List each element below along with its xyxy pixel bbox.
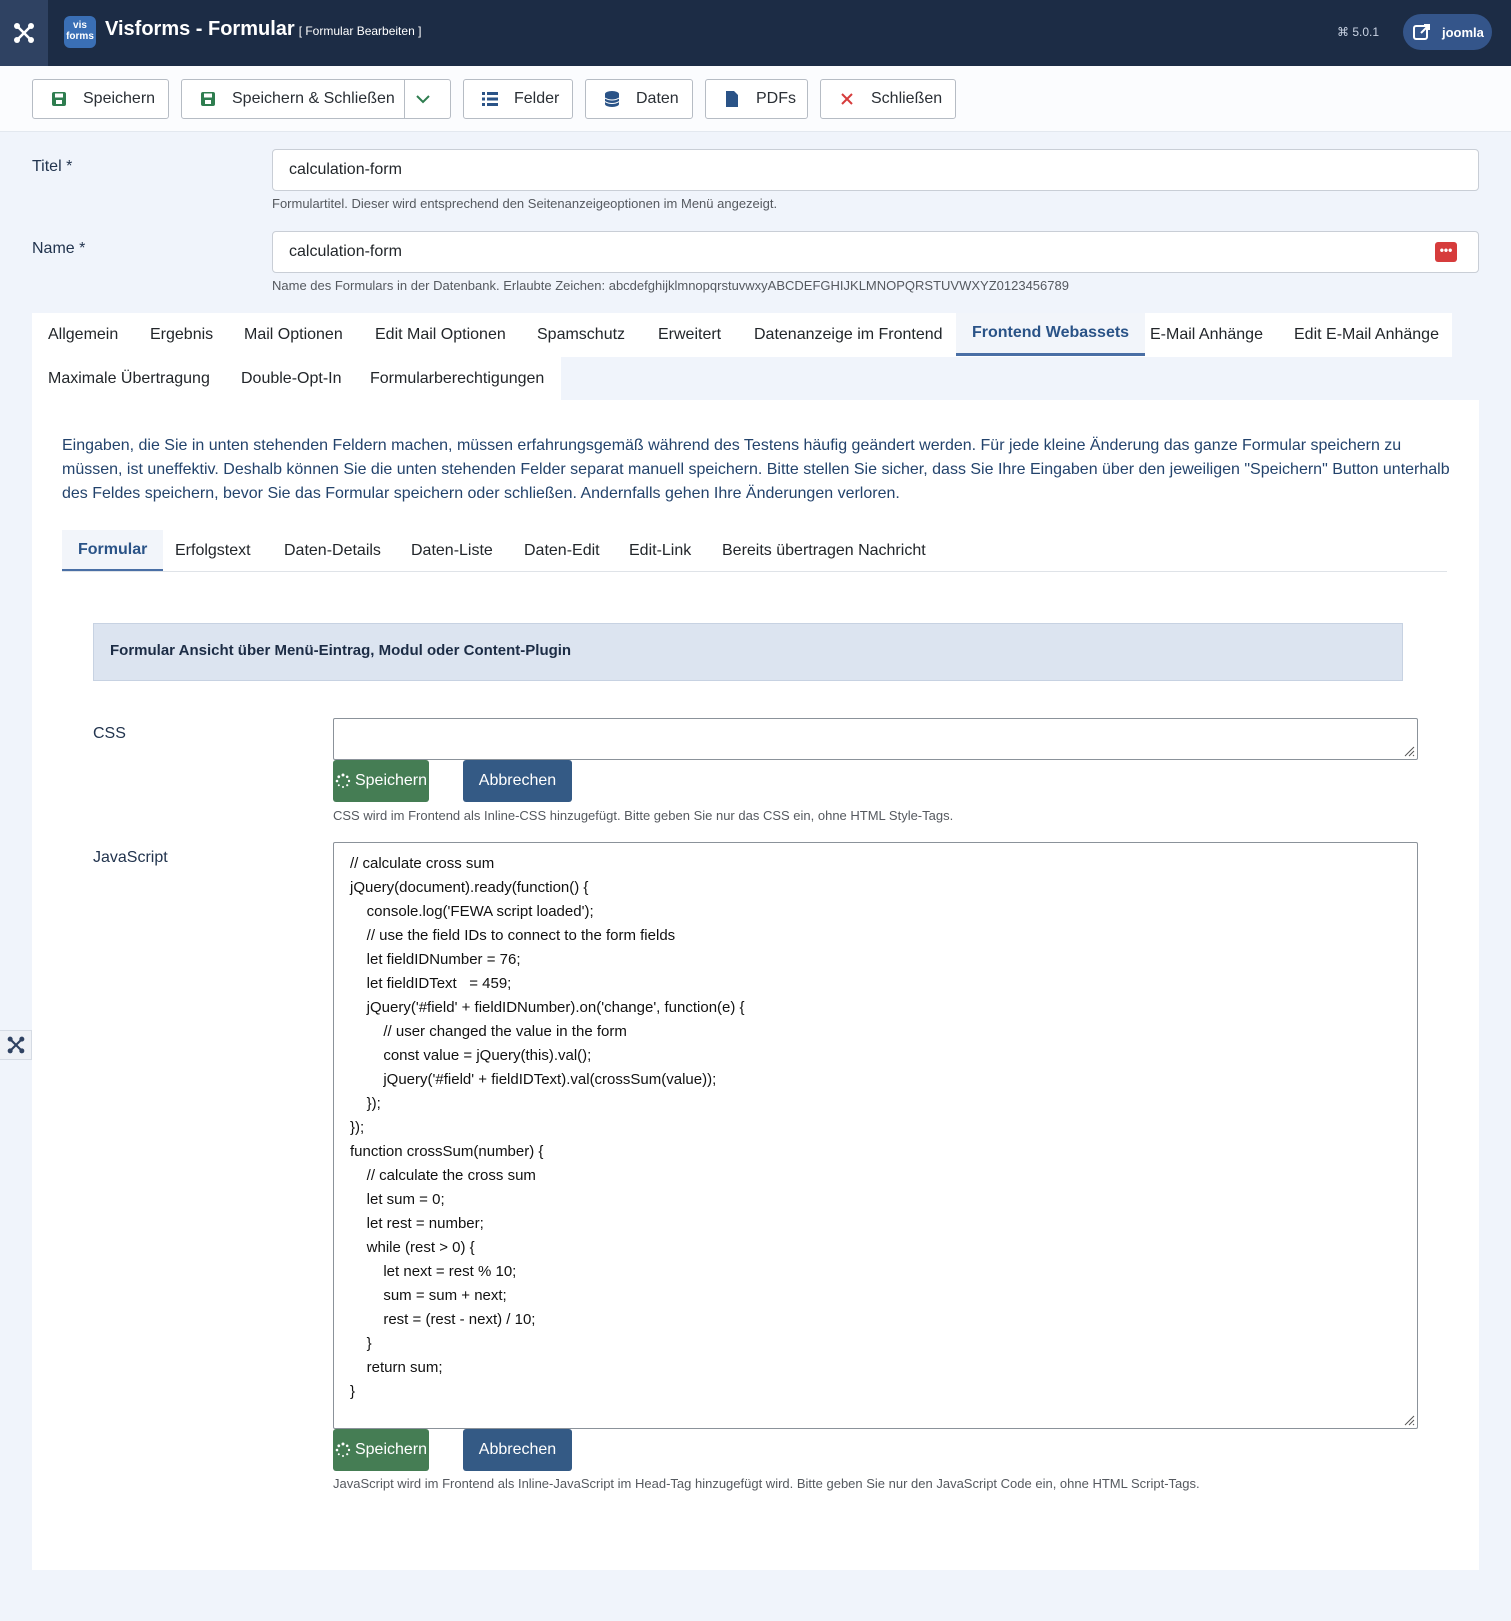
js-cancel-button[interactable]: Abbrechen bbox=[463, 1429, 572, 1471]
css-save-label: Speichern bbox=[354, 772, 428, 789]
css-textarea[interactable] bbox=[333, 718, 1418, 760]
tab-ergebnis[interactable]: Ergebnis bbox=[150, 325, 214, 343]
visforms-logo: vis forms bbox=[64, 16, 96, 48]
version-label: ⌘ 5.0.1 bbox=[1337, 25, 1380, 39]
toolbar bbox=[0, 66, 1511, 132]
js-save-button[interactable] bbox=[333, 1429, 429, 1471]
subtab-formular[interactable]: Formular bbox=[62, 530, 163, 572]
page-title: Visforms - Formular [ Formular Bearbeiten ] bbox=[105, 18, 422, 40]
file-icon bbox=[724, 91, 740, 107]
chevron-down-icon bbox=[415, 91, 431, 107]
name-label: Name * bbox=[32, 240, 86, 257]
js-label: JavaScript bbox=[93, 849, 168, 866]
name-edit-button[interactable]: ••• bbox=[1435, 242, 1457, 262]
css-hint: CSS wird im Frontend als Inline-CSS hinzugefügt. Bitte geben Sie nur das CSS ein, ohne HTML Style-Tags. bbox=[333, 808, 954, 823]
side-joomla-tab[interactable] bbox=[0, 1030, 32, 1060]
tab-formularberechtigungen[interactable]: Formularberechtigungen bbox=[370, 369, 545, 387]
close-icon bbox=[839, 91, 855, 107]
pdfs-label: PDFs bbox=[756, 90, 796, 107]
name-hint: Name des Formulars in der Datenbank. Erlaubte Zeichen: abcdefghijklmnopqrstuvwxyABCDEFGHIJKLMNOPQRSTUVWXYZ0123456789 bbox=[272, 278, 1069, 293]
database-icon bbox=[604, 91, 620, 107]
close-button[interactable] bbox=[820, 79, 956, 119]
js-save-label: Speichern bbox=[354, 1441, 428, 1458]
fields-button[interactable] bbox=[463, 79, 573, 119]
save-close-button[interactable] bbox=[181, 79, 451, 119]
data-label: Daten bbox=[636, 90, 679, 107]
subtab-divider bbox=[62, 571, 1447, 572]
css-save-button[interactable] bbox=[333, 760, 429, 802]
joomla-menu-toggle[interactable] bbox=[0, 0, 48, 66]
tab-datenanzeige[interactable]: Datenanzeige im Frontend bbox=[754, 325, 943, 343]
subtab-daten-details[interactable]: Daten-Details bbox=[284, 542, 381, 559]
subtab-daten-liste[interactable]: Daten-Liste bbox=[411, 542, 493, 559]
tab-spamschutz[interactable]: Spamschutz bbox=[537, 325, 626, 343]
save-icon bbox=[200, 91, 216, 107]
header-bar bbox=[0, 0, 1511, 66]
page-subtitle: [ Formular Bearbeiten ] bbox=[298, 24, 422, 38]
title-hint: Formulartitel. Dieser wird entsprechend den Seitenanzeigeoptionen im Menü angezeigt. bbox=[272, 196, 778, 211]
fields-label: Felder bbox=[514, 90, 560, 107]
tab-allgemein[interactable]: Allgemein bbox=[48, 325, 119, 343]
joomla-icon bbox=[12, 21, 36, 45]
section-heading: Formular Ansicht über Menü-Eintrag, Modul oder Content-Plugin bbox=[93, 623, 1403, 681]
resize-grip-icon[interactable] bbox=[1403, 745, 1415, 757]
intro-text: Eingaben, die Sie in unten stehenden Feldern machen, müssen erfahrungsgemäß während des Testens häufig geändert werden. Für jede kleine Änderung das ganze Formular speichern zu müssen, ist uneffektiv. Deshalb können Sie die unten stehenden Felder separat manuell speichern. Bitte stellen Sie sicher, dass Sie Ihre Eingaben über den jeweiligen "Speichern" Button unterhalb des Feldes speichern, bevor Sie das Formular speichern oder schließen. Andernfalls gehen Ihre Änderungen verloren. bbox=[62, 437, 1450, 502]
tab-erweitert[interactable]: Erweitert bbox=[658, 325, 722, 343]
subtab-bereits-uebertragen[interactable]: Bereits übertragen Nachricht bbox=[722, 542, 926, 559]
tab-edit-email-anhaenge[interactable]: Edit E-Mail Anhänge bbox=[1294, 325, 1439, 343]
tab-double-opt-in[interactable]: Double-Opt-In bbox=[241, 369, 342, 387]
list-icon bbox=[482, 91, 498, 107]
js-code: // calculate cross sum jQuery(document).ready(function() { console.log('FEWA script loaded'); // use the field IDs to connect to the form fields let fieldIDNumber = 76; let fieldIDText = 459; jQuery('#field' + fieldIDNumber).on('change', function(e) { // user changed the value in the form const value = jQuery(this).val(); jQuery('#field' + fieldIDText).val(crossSum(value)); }); }); function crossSum(number) { // calculate the cross sum let sum = 0; let rest = number; while (rest > 0) { let next = rest % 10; sum = sum + next; rest = (rest - next) / 10; } return sum; } bbox=[350, 855, 745, 1400]
title-input[interactable]: calculation-form bbox=[272, 149, 1479, 191]
save-icon bbox=[51, 91, 67, 107]
save-button[interactable] bbox=[32, 79, 169, 119]
spinner-icon bbox=[335, 773, 351, 789]
name-input[interactable]: calculation-form bbox=[272, 231, 1479, 273]
save-button-label: Speichern bbox=[83, 90, 156, 107]
data-button[interactable] bbox=[585, 79, 693, 119]
pdfs-button[interactable] bbox=[705, 79, 808, 119]
subtab-erfolgstext[interactable]: Erfolgstext bbox=[175, 542, 251, 559]
subtab-edit-link[interactable]: Edit-Link bbox=[629, 542, 692, 559]
js-hint: JavaScript wird im Frontend als Inline-JavaScript im Head-Tag hinzugefügt wird. Bitte geben Sie nur den JavaScript Code ein, ohne HTML Script-Tags. bbox=[333, 1476, 1200, 1491]
tab-mail-optionen[interactable]: Mail Optionen bbox=[244, 325, 343, 343]
close-label: Schließen bbox=[871, 90, 943, 107]
resize-grip-icon[interactable] bbox=[1403, 1414, 1415, 1426]
tab-edit-mail-optionen[interactable]: Edit Mail Optionen bbox=[375, 325, 506, 343]
external-link-icon bbox=[1412, 22, 1432, 42]
tab-frontend-webassets[interactable]: Frontend Webassets bbox=[956, 313, 1145, 356]
joomla-icon bbox=[6, 1035, 26, 1055]
css-label: CSS bbox=[93, 725, 126, 742]
tab-email-anhaenge[interactable]: E-Mail Anhänge bbox=[1150, 325, 1263, 343]
css-cancel-button[interactable]: Abbrechen bbox=[463, 760, 572, 802]
user-menu-button[interactable] bbox=[1403, 14, 1492, 50]
tab-maximale-uebertragung[interactable]: Maximale Übertragung bbox=[48, 369, 210, 387]
save-dropdown-toggle[interactable] bbox=[415, 91, 431, 112]
user-name: joomla bbox=[1442, 24, 1484, 40]
spinner-icon bbox=[335, 1442, 351, 1458]
subtab-daten-edit[interactable]: Daten-Edit bbox=[524, 542, 600, 559]
save-close-label: Speichern & Schließen bbox=[232, 90, 395, 107]
title-label: Titel * bbox=[32, 158, 73, 175]
